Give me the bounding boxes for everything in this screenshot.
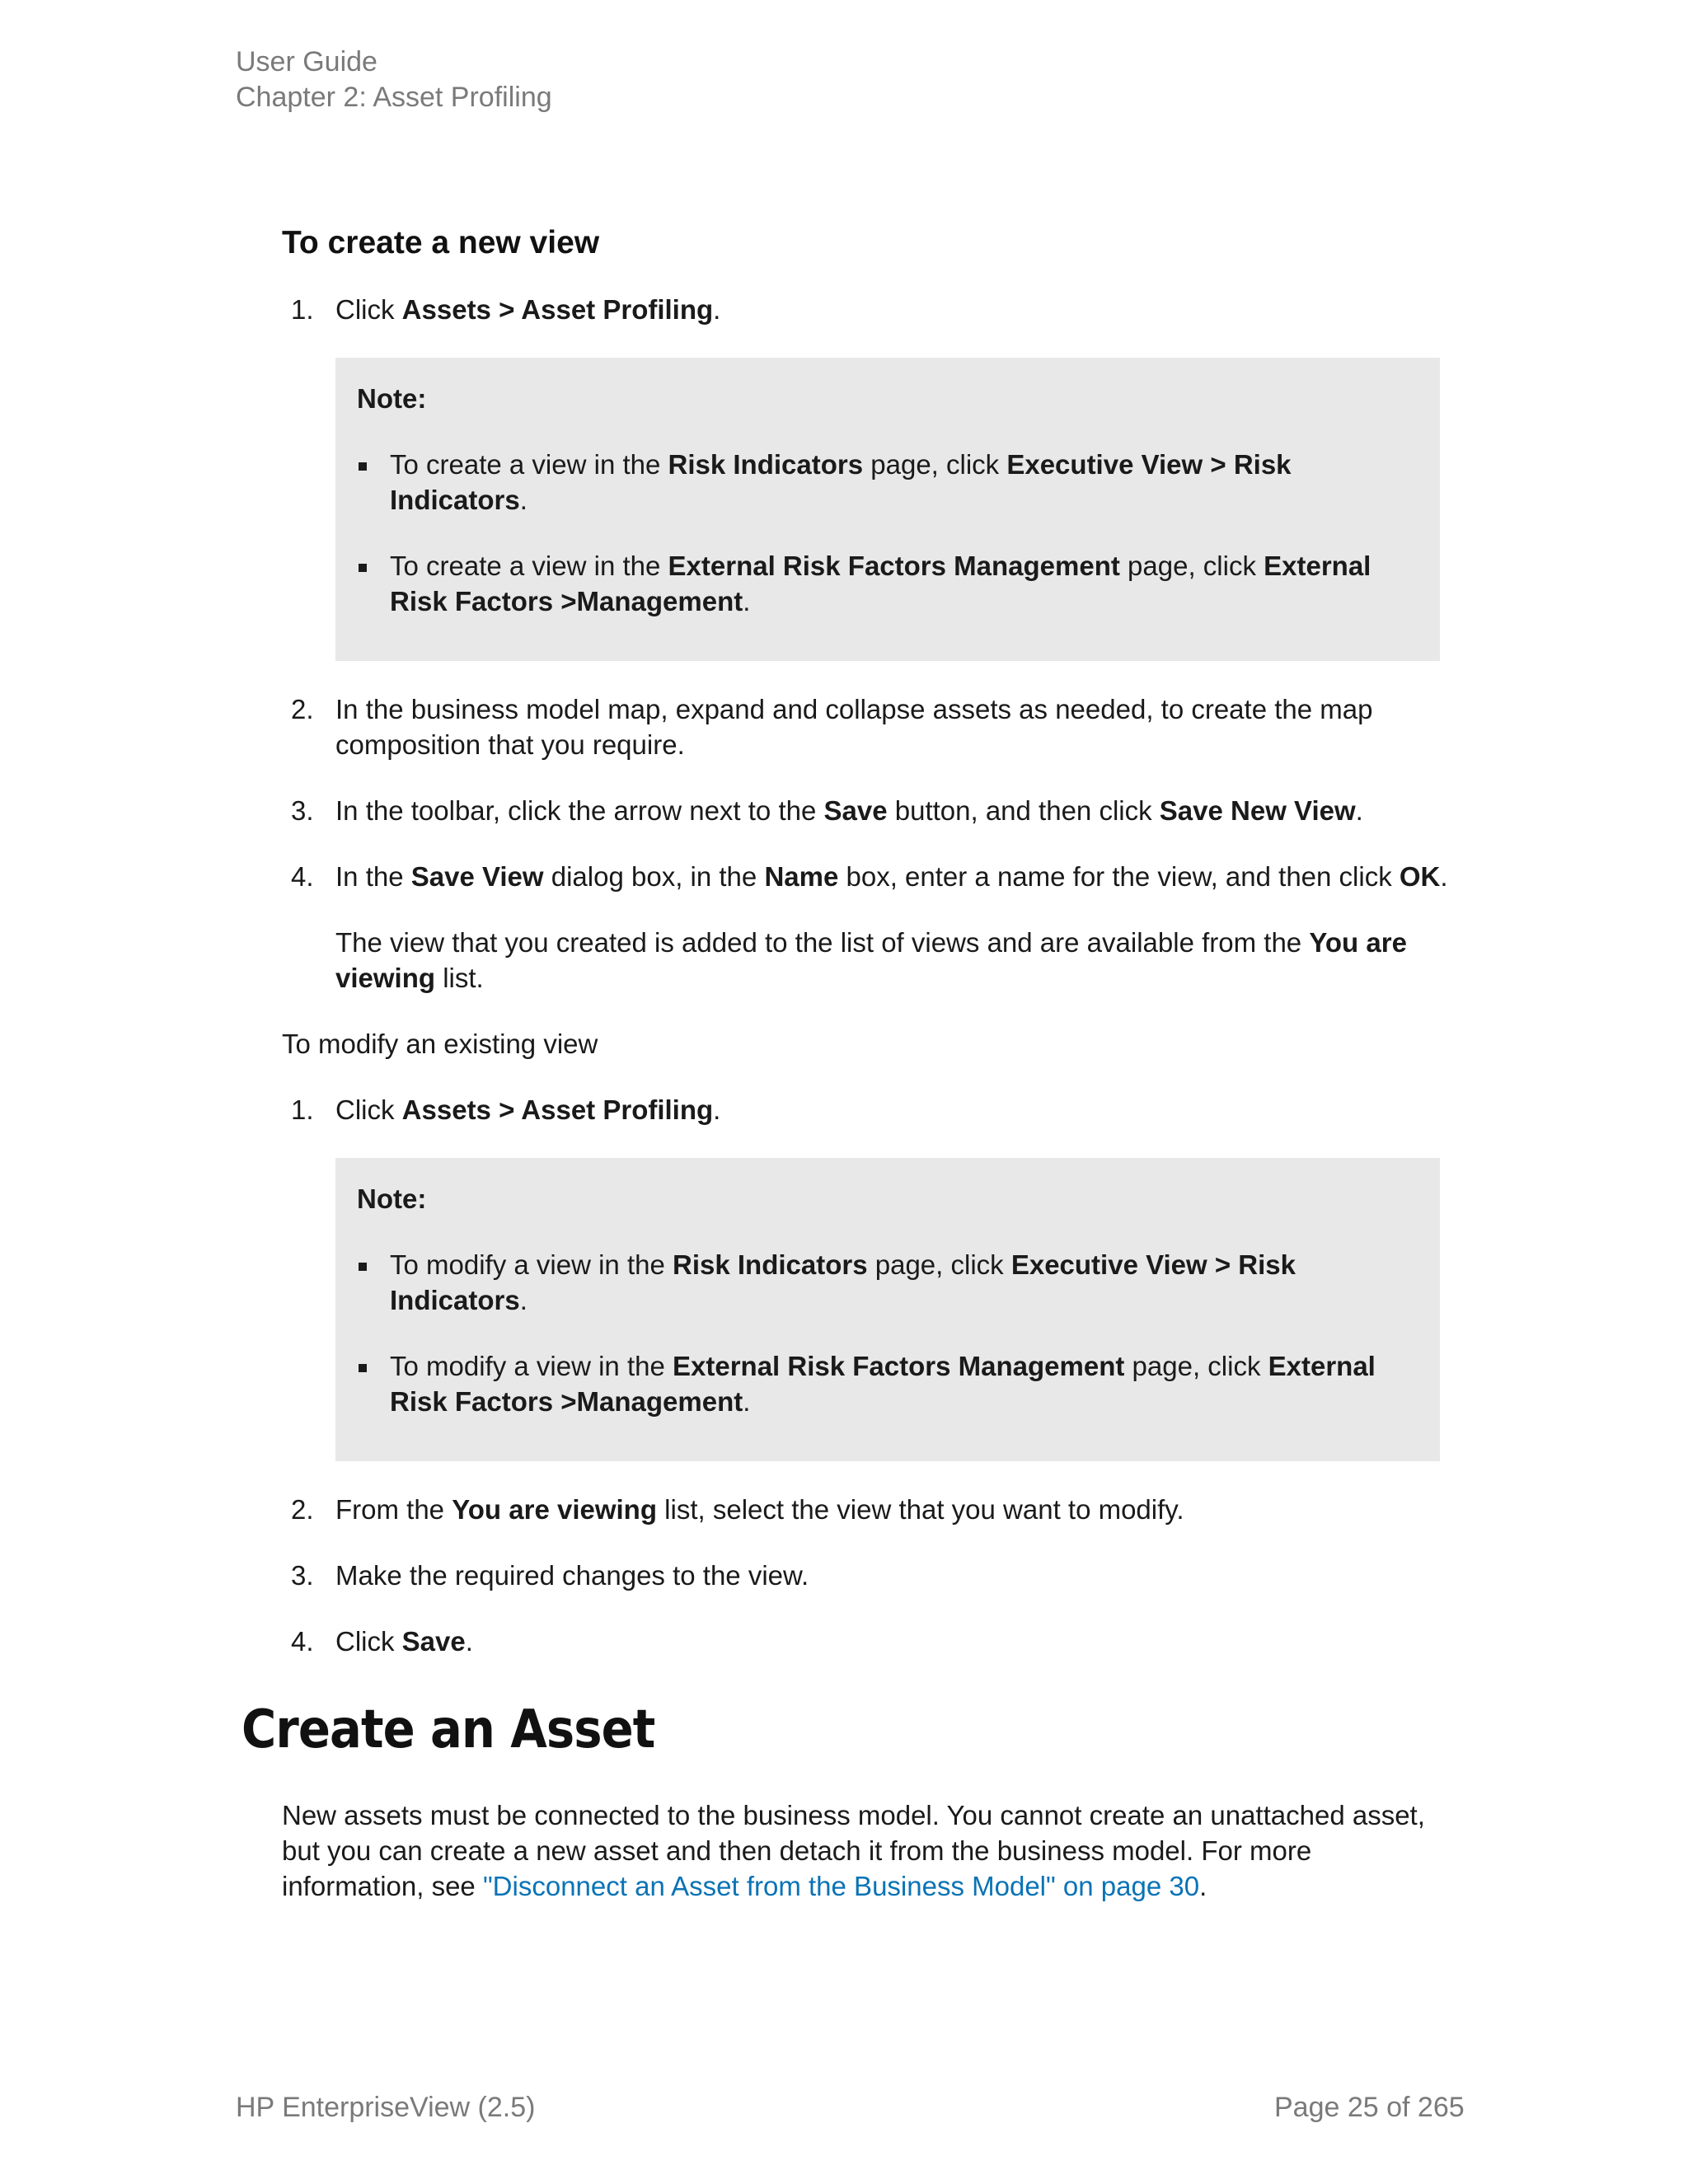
modify-step-3: 3. Make the required changes to the view. bbox=[282, 1558, 1452, 1593]
step-number: 1. bbox=[291, 1094, 314, 1125]
modify-step-2: 2. From the You are viewing list, select the view that you want to modify. bbox=[282, 1492, 1452, 1527]
note-bullet-risk-indicators: To create a view in the Risk Indicators page, click Executive View > Risk Indicators. bbox=[357, 447, 1395, 518]
header-chapter-title: Chapter 2: Asset Profiling bbox=[236, 82, 552, 113]
modify-note-box bbox=[335, 1158, 1440, 1461]
create-step-4: 4. In the Save View dialog box, in the Name box, enter a name for the view, and then click OK. bbox=[282, 859, 1452, 894]
create-asset-heading: Create an Asset bbox=[241, 1699, 655, 1760]
create-step-1: 1. Click Assets > Asset Profiling. bbox=[282, 292, 1452, 327]
header-guide-title: User Guide bbox=[236, 46, 377, 77]
step-number: 2. bbox=[291, 694, 314, 724]
create-step-2: 2. In the business model map, expand and collapse assets as needed, to create the map composition that you require. bbox=[282, 691, 1452, 762]
step-number: 3. bbox=[291, 1560, 314, 1591]
create-asset-body: New assets must be connected to the business model. You cannot create an unattached asset, but you can create a new asset and then detach it from the business model. For more information, see "Disconnect an Asset from the Business Model" on page 30. bbox=[282, 1800, 1425, 1901]
bullet-square-icon bbox=[359, 462, 367, 471]
note-title: Note: bbox=[357, 1183, 427, 1214]
menu-path: Assets > Asset Profiling bbox=[401, 294, 714, 325]
step-number: 4. bbox=[291, 861, 314, 892]
note-title: Note: bbox=[357, 383, 427, 414]
create-step-3: 3. In the toolbar, click the arrow next to the Save button, and then click Save New View. bbox=[282, 793, 1452, 828]
menu-path: Assets > Asset Profiling bbox=[401, 1094, 714, 1125]
footer-product: HP EnterpriseView (2.5) bbox=[236, 2092, 536, 2123]
bullet-square-icon bbox=[359, 1263, 367, 1271]
main-content bbox=[282, 223, 1452, 1690]
step-number: 2. bbox=[291, 1494, 314, 1525]
footer-page-number: Page 25 of 265 bbox=[1274, 2092, 1465, 2123]
create-result-text: The view that you created is added to the list of views and are available from the You are viewing list. bbox=[335, 927, 1407, 993]
modify-step-4: 4. Click Save. bbox=[282, 1624, 1452, 1659]
modify-view-heading: To modify an existing view bbox=[282, 1029, 598, 1059]
bullet-square-icon bbox=[359, 564, 367, 572]
step-number: 1. bbox=[291, 294, 314, 325]
note-bullet-external-risk: To create a view in the External Risk Factors Management page, click External Risk Factors >Management. bbox=[357, 548, 1395, 619]
modify-step-1: 1. Click Assets > Asset Profiling. bbox=[282, 1092, 1452, 1127]
step-number: 4. bbox=[291, 1626, 314, 1657]
disconnect-asset-link[interactable]: "Disconnect an Asset from the Business Model" on page 30 bbox=[482, 1871, 1200, 1901]
step-number: 3. bbox=[291, 795, 314, 826]
create-note-box bbox=[335, 358, 1440, 661]
create-view-heading: To create a new view bbox=[282, 225, 600, 260]
bullet-square-icon bbox=[359, 1364, 367, 1372]
running-header bbox=[236, 45, 552, 115]
note-bullet-external-risk: To modify a view in the External Risk Factors Management page, click External Risk Factors >Management. bbox=[357, 1348, 1395, 1419]
note-bullet-risk-indicators: To modify a view in the Risk Indicators page, click Executive View > Risk Indicators. bbox=[357, 1247, 1395, 1318]
